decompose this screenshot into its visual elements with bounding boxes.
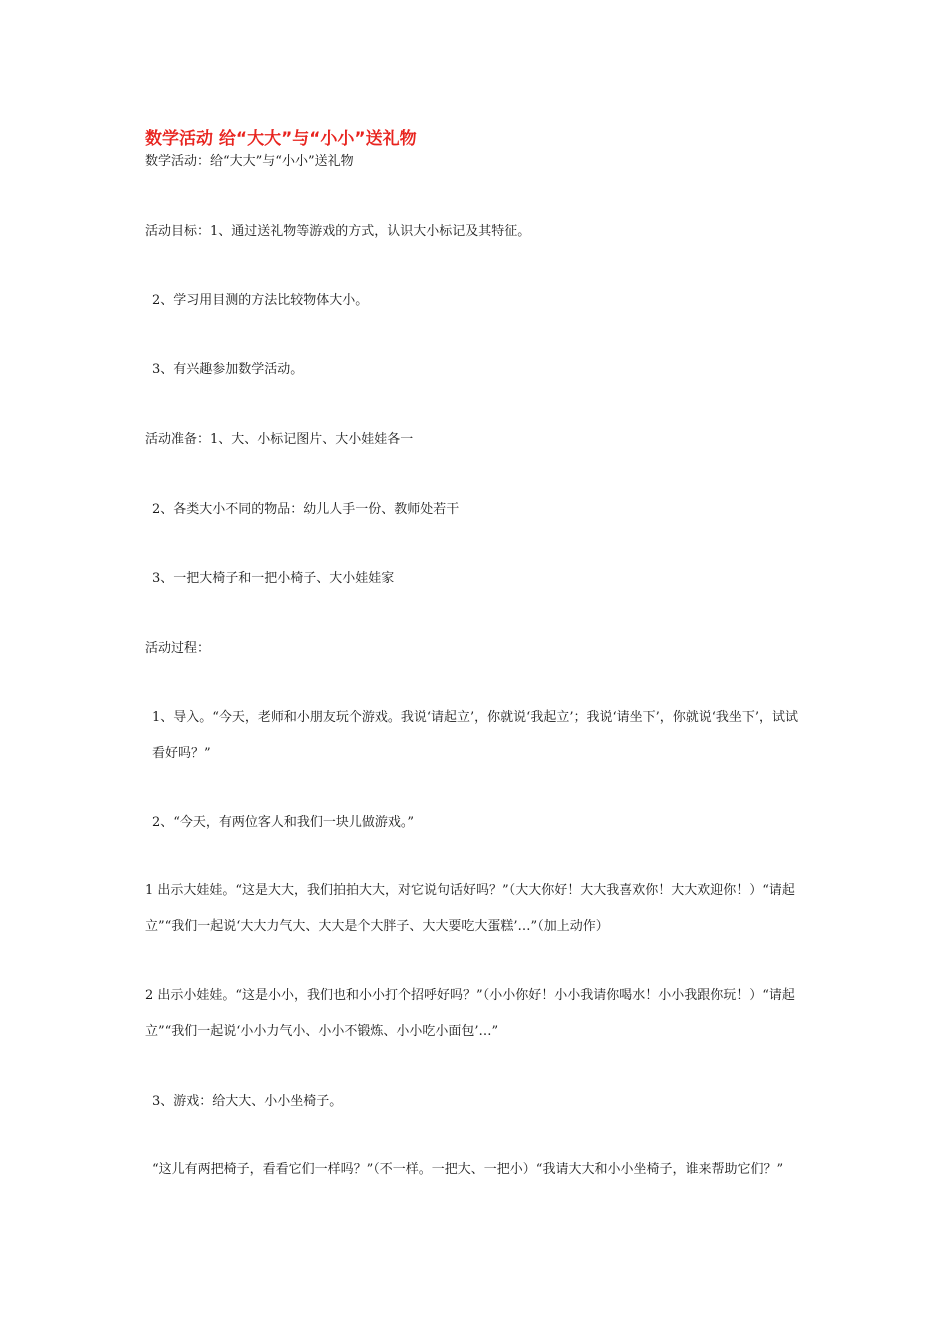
preparation-line-1: 活动准备：1、大、小标记图片、大小娃娃各一 <box>145 432 414 447</box>
process-step-3-text: “这儿有两把椅子，看看它们一样吗？”（不一样。一把大、一把小）“我请大大和小小坐椅子，谁来帮助它们？” <box>152 1162 784 1177</box>
goals-line-3: 3、有兴趣参加数学活动。 <box>152 362 304 377</box>
process-step-2: 2、“今天，有两位客人和我们一块儿做游戏。” <box>152 815 415 830</box>
preparation-line-2: 2、各类大小不同的物品：幼儿人手一份、教师处若干 <box>152 502 460 517</box>
process-heading: 活动过程： <box>145 641 211 656</box>
goals-line-1: 活动目标：1、通过送礼物等游戏的方式，认识大小标记及其特征。 <box>145 224 531 239</box>
goals-line-2: 2、学习用目测的方法比较物体大小。 <box>152 293 369 308</box>
process-step-2-sub-1: 1 出示大娃娃。“这是大大，我们拍拍大大，对它说句话好吗？”（大大你好！大大我喜欢你！大大欢迎你！）“请起立”“我们一起说‘大大力气大、大大是个大胖子、大大要吃大蛋糕’…”（加上动作） <box>145 883 795 934</box>
document-subtitle: 数学活动：给“大大”与“小小”送礼物 <box>145 154 354 169</box>
process-step-2-sub-2: 2 出示小娃娃。“这是小小，我们也和小小打个招呼好吗？”（小小你好！小小我请你喝水！小小我跟你玩！）“请起立”“我们一起说‘小小力气小、小小不锻炼、小小吃小面包’…” <box>145 988 795 1039</box>
document-title: 数学活动 给“大大”与“小小”送礼物 <box>145 129 417 149</box>
process-step-3: 3、游戏：给大大、小小坐椅子。 <box>152 1094 343 1109</box>
preparation-line-3: 3、一把大椅子和一把小椅子、大小娃娃家 <box>152 571 395 586</box>
process-step-1: 1、导入。“今天，老师和小朋友玩个游戏。我说‘请起立’，你就说‘我起立’；我说‘请坐下’，你就说‘我坐下’，试试看好吗？” <box>152 710 798 761</box>
